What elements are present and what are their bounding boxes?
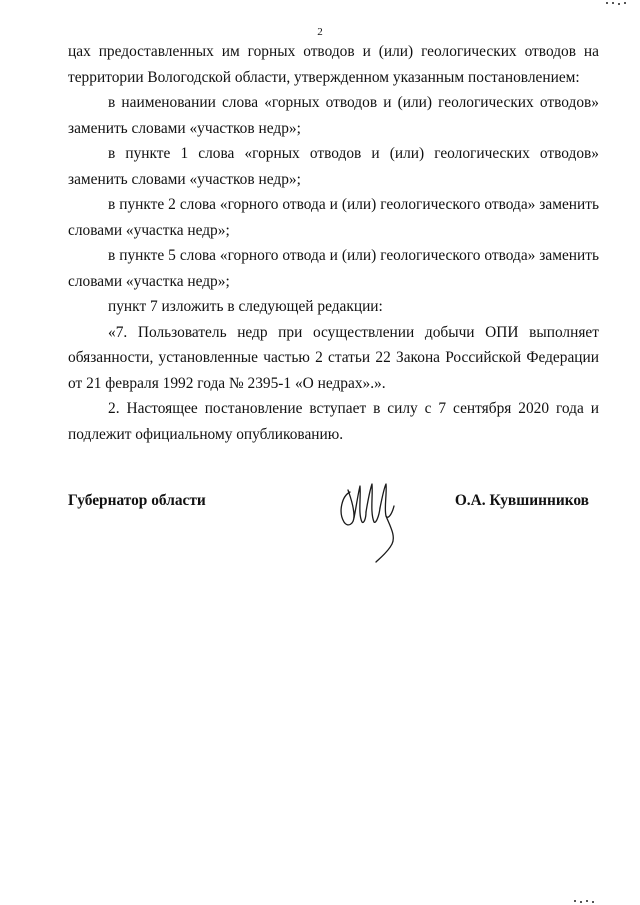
signature-block (68, 478, 599, 568)
paragraph: 2. Настоящее постановление вступает в силу с 7 сентября 2020 года и подлежит официальному опубликованию. (68, 400, 599, 443)
scan-mark-bottom (572, 898, 602, 904)
paragraph: «7. Пользователь недр при осуществлении добычи ОПИ выполняет обязанности, установленные частью 2 статьи 22 Закона Российской Федерации от 21 февраля 1992 года № 2395-1 «О недрах».». (68, 323, 599, 392)
paragraph: цах предоставленных им горных отводов и (или) геологических отводов на территории Вологодской области, утвержденном указанным постановлением: (68, 43, 599, 86)
scan-mark-top (604, 0, 634, 6)
signatory-name: О.А. Кувшинников (454, 492, 589, 509)
paragraph: в пункте 5 слова «горного отвода и (или) геологического отвода» заменить словами «участка недр»; (68, 247, 599, 290)
handwritten-signature-icon (336, 478, 404, 564)
signatory-title: Губернатор области (68, 492, 206, 509)
paragraph: пункт 7 изложить в следующей редакции: (108, 298, 383, 315)
document-body (68, 39, 599, 447)
paragraph: в наименовании слова «горных отводов и (или) геологических отводов» заменить словами «участков недр»; (68, 94, 599, 137)
page-number: 2 (317, 26, 323, 38)
paragraph: в пункте 2 слова «горного отвода и (или) геологического отвода» заменить словами «участка недр»; (68, 196, 599, 239)
paragraph: в пункте 1 слова «горных отводов и (или) геологических отводов» заменить словами «участков недр»; (68, 145, 599, 188)
